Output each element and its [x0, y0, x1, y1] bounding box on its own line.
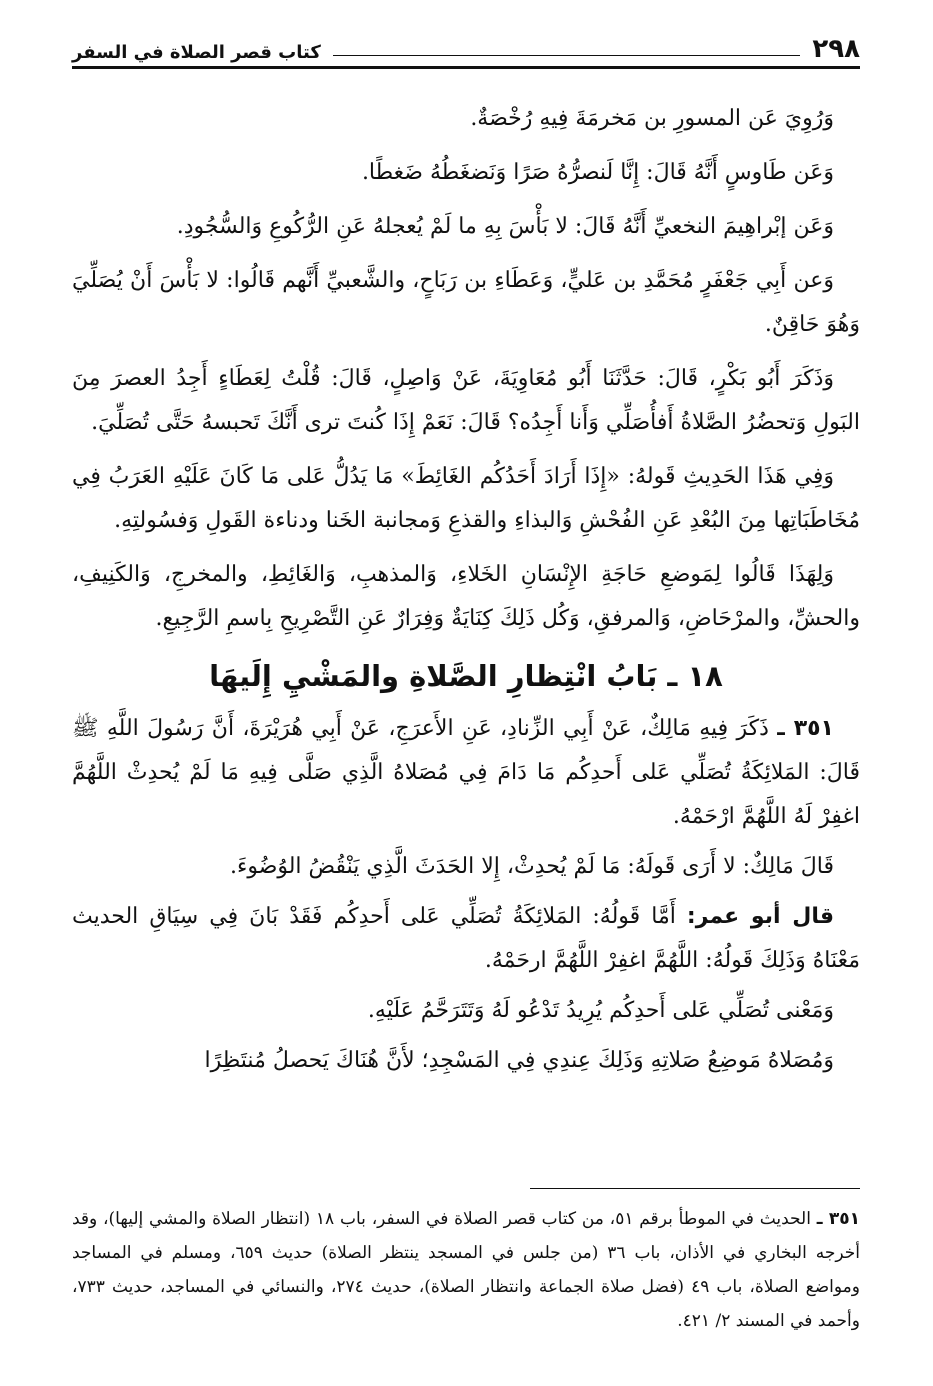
paragraph: وَعن أَبِي جَعْفَرٍ مُحَمَّدِ بن عَليٍّ، وَعَطَاءِ بن رَبَاحٍ، والشَّعبيِّ أَنَّهم قَالُوا: لا بَأْسَ أَنْ يُصَلِّيَ وَهُوَ حَاقِنٌ.: [72, 268, 860, 337]
paragraph: وَفِي هَذَا الحَدِيثِ قَولهُ: «إِذَا أَرَادَ أَحَدُكُم الغَائِطَ» مَا يَدُلُّ عَلى مَا كَانَ عَلَيْهِ العَرَبُ فِي مُخَاطَبَاتِها مِنَ البُعْدِ عَنِ الفُحْشِ وَالبذاءِ والقذعِ وَمجانبة الخَنا ودناءة القَولِ وَفسُولتِهِ.: [72, 464, 860, 533]
paragraph: وَرُوِيَ عَن المسورِ بن مَخرمَةَ فِيهِ رُخْصَةٌ.: [470, 106, 834, 131]
abu-umar-comment: [72, 895, 860, 983]
footnote-text: الحديث في الموطأ برقم ٥١، من كتاب قصر الصلاة في السفر، باب ١٨ (انتظار الصلاة والمشي إليها)، وقد أخرجه البخاري في الأذان، باب ٣٦ (من جلس في المسجد ينتظر الصلاة) حديث ٦٥٩، ومسلم في المساجد ومواضع الصلاة، باب ٤٩ (فضل صلاة الجماعة وانتظار الصلاة)، حديث ٢٧٤، والنسائي في المساجد، حديث ٧٣٣، وأحمد في المسند ٢/ ٤٢١.: [72, 1209, 860, 1331]
speaker-label: قال أبو عمر:: [686, 904, 834, 929]
paragraph: وَعَن إبْراهِيمَ النخعيِّ أَنَّهُ قَالَ: لا بَأْسَ بِهِ ما لَمْ يُعجلهُ عَنِ الرُّكُوعِ وَالسُّجُودِ.: [176, 214, 834, 239]
paragraph: وَمَعْنى تُصَلِّي عَلى أَحدِكُم يُرِيدُ تَدْعُو لَهُ وَتَتَرَحَّمُ عَلَيْهِ.: [367, 998, 834, 1023]
footnote: [72, 1202, 860, 1338]
malik-comment: قَالَ مَالِكٌ: لا أَرَى قَولَهُ: مَا لَمْ يُحدِثْ، إِلا الحَدَثَ الَّذِي يَنْقُضُ الوُضُوءَ.: [229, 854, 834, 879]
footnote-number: ٣٥١ ـ: [816, 1209, 860, 1229]
page-number: ٢٩٨: [812, 34, 860, 64]
hadith-paragraph: [72, 707, 860, 839]
hadith-text: ذَكَرَ فِيهِ مَالِكٌ، عَنْ أَبِي الزِّنادِ، عَنِ الأَعرَجِ، عَنْ أَبِي هُرَيْرَةَ، أَنَّ رَسُولَ اللَّهِ ﷺ قَالَ: المَلائِكَةُ تُصَلِّي عَلى أَحدِكُم مَا دَامَ فِي مُصَلاهُ الَّذِي صَلَّى فِيهِ مَا لَمْ يُحدِثْ اللَّهُمَّ اغفِرْ لَهُ اللَّهُمَّ ارْحَمْهُ.: [72, 716, 860, 829]
main-text: [72, 97, 860, 1083]
abu-umar-text: أَمَّا قَولُهُ: المَلائِكَةُ تُصَلِّي عَلى أَحدِكُم فَقَدْ بَانَ فِي سِيَاقِ الحديث مَعْنَاهُ وَذَلِكَ قَولُهُ: اللَّهُمَّ اغفِرْ اللَّهُمَّ ارحَمْهُ.: [72, 904, 860, 973]
paragraph: وَذَكَرَ أَبُو بَكْرٍ، قَالَ: حَدَّثَنَا أَبُو مُعَاوِيَةَ، عَنْ وَاصِلٍ، قَالَ: قُلْتُ لِعَطَاءٍ أَجِدُ العصرَ مِنَ البَولِ وَتحضُرُ الصَّلاةُ أَفأُصَلِّي وَأَنا أَجِدُه؟ قَالَ: نَعَمْ إِذَا كُنتَ ترى أَنَّكَ تَحبسهُ حَتَّى تُصَلِّيَ.: [72, 366, 860, 435]
running-header: [72, 28, 860, 69]
running-title: كتاب قصر الصلاة في السفر: [72, 42, 321, 63]
chapter-heading: ١٨ ـ بَابُ انْتِظارِ الصَّلاةِ والمَشْيِ إِلَيهَا: [209, 659, 723, 693]
hadith-number: ٣٥١ ـ: [777, 716, 834, 741]
document-page: [72, 28, 860, 1358]
paragraph: وَلِهَذَا قَالُوا لِمَوضعِ حَاجَةِ الإِنْسَانِ الخَلاءِ، وَالمذهبِ، وَالغَائِطِ، والمخرجِ، وَالكَنِيفِ، والحشِّ، والمرْحَاضِ، وَالمرفقِ، وَكُل ذَلِكَ كِنَايَةٌ وَفِرَارٌ عَنِ التَّصْرِيحِ بِاسمِ الرَّجِيعِ.: [72, 562, 860, 631]
paragraph: وَمُصَلاهُ مَوضِعُ صَلاتِهِ وَذَلِكَ عِندِي فِي المَسْجِدِ؛ لأَنَّ هُنَاكَ يَحصلُ مُنتَظِرًا: [204, 1048, 834, 1073]
header-rule: [333, 55, 801, 56]
footnote-separator: [530, 1188, 860, 1189]
paragraph: وَعَن طَاوسٍ أَنَّهُ قَالَ: إِنَّا لَنصرُّهُ صَرًا وَنَضغَطُهُ ضَغطًا.: [361, 160, 834, 185]
